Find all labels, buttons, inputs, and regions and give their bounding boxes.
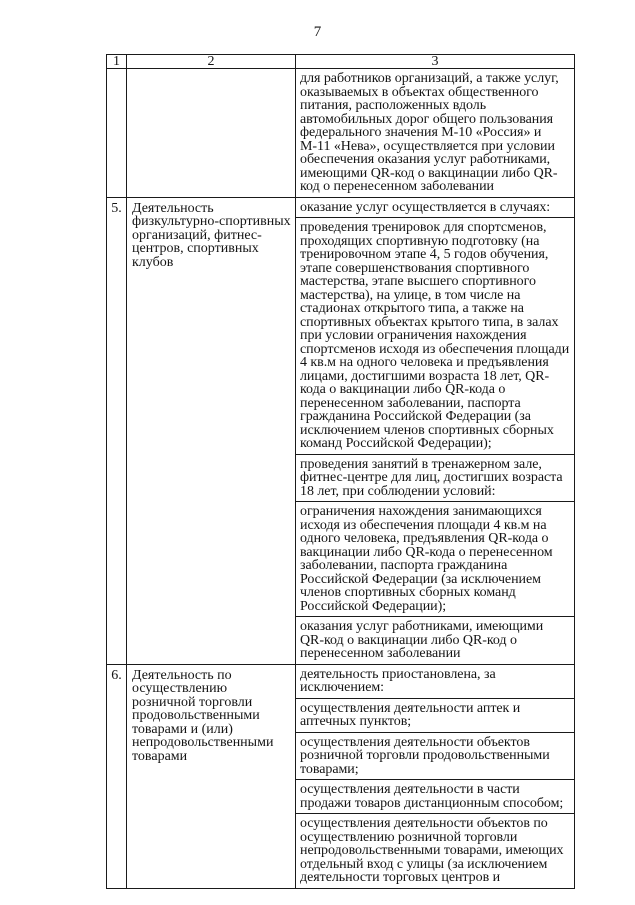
activity-cell: Деятельность по осуществлению розничной торговли продовольственными товарами и (или) непродовольственными товарами: [127, 664, 296, 888]
table-row: [107, 69, 575, 198]
row-number: [107, 69, 127, 198]
table-row: [107, 197, 575, 664]
header-col-2: 2: [127, 55, 296, 69]
conditions-cell: [296, 664, 575, 888]
conditions-cell: [296, 69, 575, 198]
table-header-row: [107, 55, 575, 69]
header-col-1: 1: [107, 55, 127, 69]
regulation-table: [106, 54, 575, 889]
conditions-cell: [296, 197, 575, 664]
condition-paragraph: осуществления деятельности объектов по осуществлению розничной торговли непродовольственными товарами, имеющих отдельный вход с улицы (за исключением деятельности торговых центров и: [296, 813, 574, 888]
condition-paragraph: оказания услуг работниками, имеющими QR-код о вакцинации либо QR-код о перенесенном заболевании: [296, 616, 574, 664]
condition-paragraph: осуществления деятельности в части продажи товаров дистанционным способом;: [296, 779, 574, 813]
condition-paragraph: осуществления деятельности объектов розничной торговли продовольственными товарами;: [296, 732, 574, 780]
condition-paragraph: оказание услуг осуществляется в случаях:: [300, 199, 551, 215]
condition-paragraph: проведения занятий в тренажерном зале, фитнес-центре для лиц, достигших возраста 18 лет, при соблюдении условий:: [296, 454, 574, 502]
activity-cell: [127, 69, 296, 198]
condition-paragraph: ограничения нахождения занимающихся исходя из обеспечения площади 4 кв.м на одного человека, предъявления QR-кода о вакцинации либо QR-кода о перенесенном заболевании, паспорта гражданина Российской Федерации (за исключением членов спортивных сборных команд Российской Федерации);: [296, 501, 574, 616]
condition-paragraph: проведения тренировок для спортсменов, проходящих спортивную подготовку (на тренировочном этапе 4, 5 годов обучения, этапе совершенствования спортивного мастерства, этапе высшего спортивного мастерства), на улице, в том числе на стадионах открытого типа, а также на спортивных объектах крытого типа, в залах при условии ограничения нахождения спортсменов исходя из обеспечения площади 4 кв.м на одного человека и предъявления лицами, достигшими возраста 18 лет, QR-кода о вакцинации либо QR-кода о перенесенном заболевании, паспорта гражданина Российской Федерации (за исключением членов спортивных сборных команд Российской Федерации);: [296, 217, 574, 454]
condition-paragraph: деятельность приостановлена, за исключением:: [300, 666, 496, 695]
row-number: 6.: [107, 664, 127, 888]
row-number: 5.: [107, 197, 127, 664]
header-col-3: 3: [296, 55, 575, 69]
activity-cell: Деятельность физкультурно-спортивных организаций, фитнес-центров, спортивных клубов: [127, 197, 296, 664]
table-row: [107, 664, 575, 888]
page-number: 7: [313, 24, 322, 40]
condition-paragraph: осуществления деятельности аптек и аптечных пунктов;: [296, 698, 574, 732]
condition-paragraph: для работников организаций, а также услуг, оказываемых в объектах общественного питания, расположенных вдоль автомобильных дорог общего пользования федерального значения М-10 «Россия» и М-11 «Нева», осуществляется при условии обеспечения оказания услуг работниками, имеющими QR-код о вакцинации либо QR-код о перенесенном заболевании: [300, 71, 559, 194]
